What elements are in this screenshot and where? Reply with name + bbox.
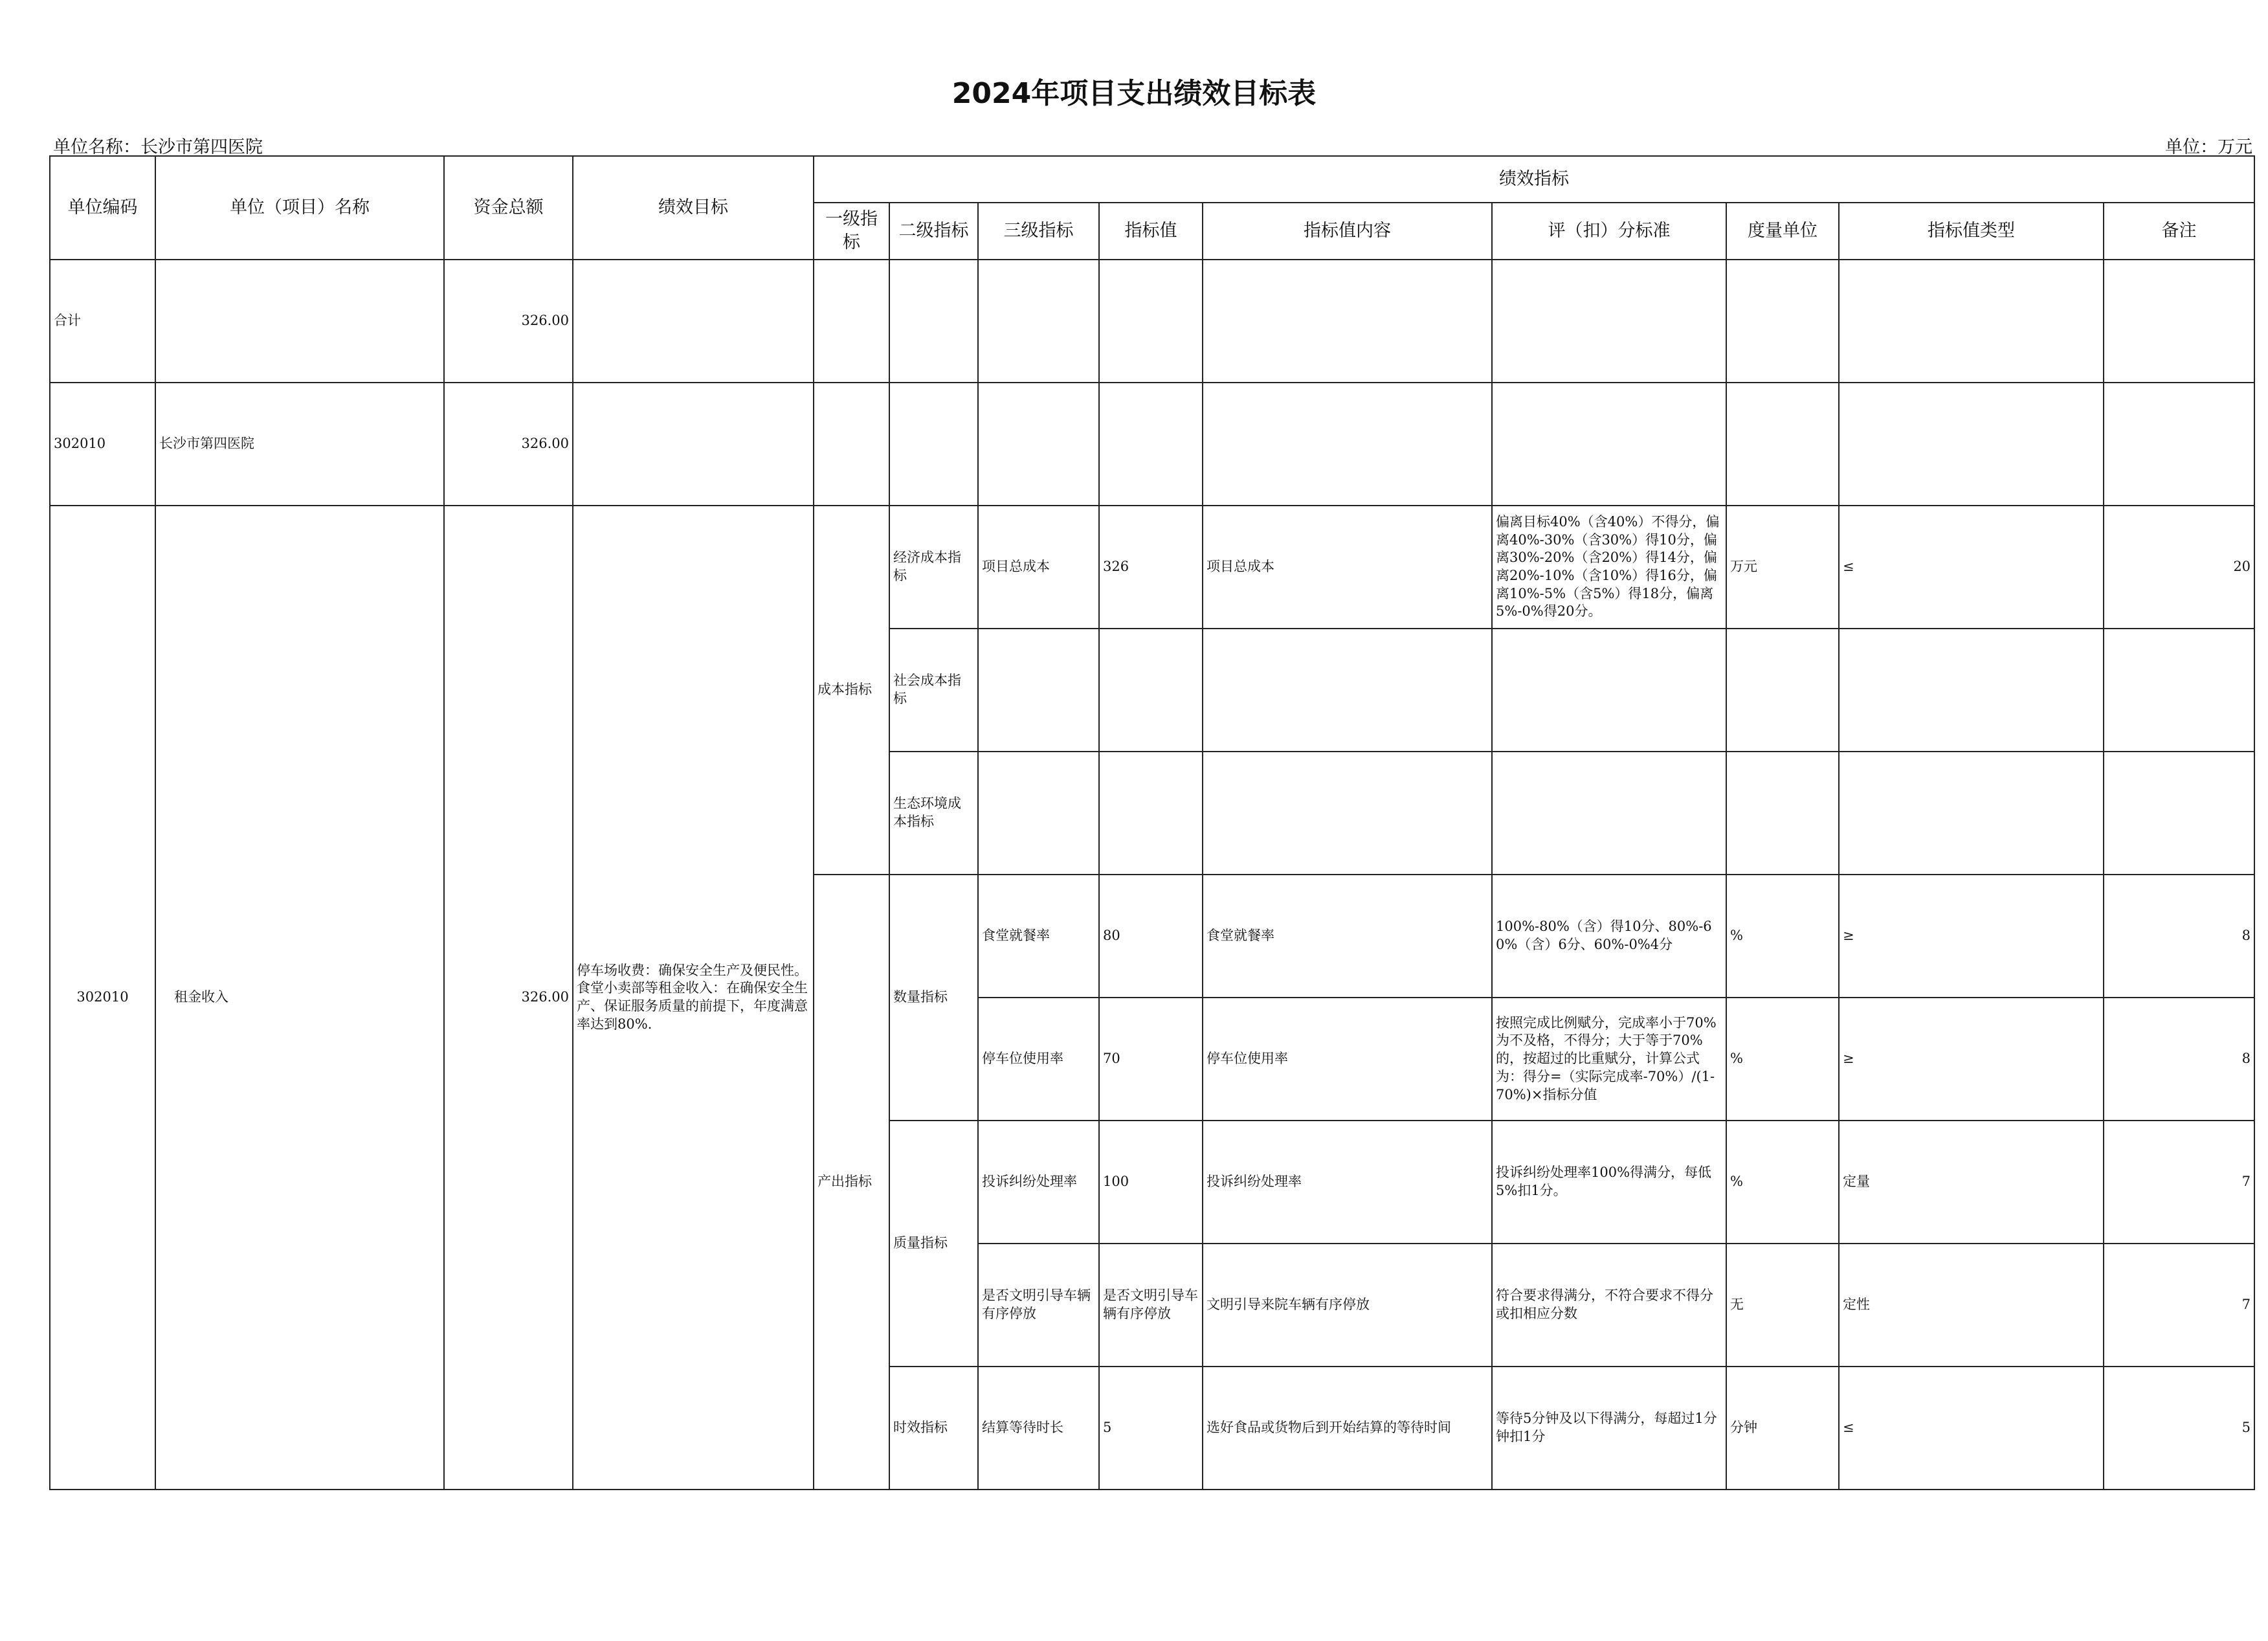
- header-goal: 绩效目标: [573, 156, 814, 260]
- currency-unit: 单位：万元: [2165, 137, 2252, 157]
- unit-name: 单位名称：长沙市第四医院: [53, 137, 263, 157]
- row-l3: 项目总成本: [978, 506, 1099, 629]
- header-remark: 备注: [2104, 203, 2254, 260]
- sub-timeliness: 时效指标: [889, 1367, 978, 1490]
- header-measure: 度量单位: [1726, 203, 1839, 260]
- performance-table: [49, 155, 2255, 1490]
- project-goal: 停车场收费：确保安全生产及便民性。 食堂小卖部等租金收入：在确保安全生产、保证服务质量的前提下，年度满意率达到80%.: [573, 506, 814, 1490]
- row-standard: 符合要求得满分，不符合要求不得分或扣相应分数: [1492, 1244, 1726, 1367]
- row-measure: 分钟: [1726, 1367, 1839, 1490]
- project-code: 302010: [50, 506, 155, 1490]
- sub-quantity: 数量指标: [889, 875, 978, 1121]
- row-content: 项目总成本: [1203, 506, 1492, 629]
- row-remark: 7: [2104, 1244, 2254, 1367]
- unit-row-name: 长沙市第四医院: [155, 383, 444, 506]
- row-value: 5: [1099, 1367, 1203, 1490]
- unit-code: 302010: [50, 383, 155, 506]
- row-standard: 按照完成比例赋分，完成率小于70%为不及格，不得分；大于等于70%的，按超过的比重赋分，计算公式为：得分=（实际完成率-70%）/(1-70%)×指标分值: [1492, 998, 1726, 1121]
- header-type: 指标值类型: [1839, 203, 2104, 260]
- row-measure: %: [1726, 1121, 1839, 1244]
- row-l3: 是否文明引导车辆有序停放: [978, 1244, 1099, 1367]
- row-type: ≥: [1839, 875, 2104, 998]
- header-code: 单位编码: [50, 156, 155, 260]
- row-l3: 结算等待时长: [978, 1367, 1099, 1490]
- header-indicators: 绩效指标: [814, 156, 2254, 203]
- row-content: 投诉纠纷处理率: [1203, 1121, 1492, 1244]
- page-title: 2024年项目支出绩效目标表: [951, 77, 1317, 110]
- row-content: 选好食品或货物后到开始结算的等待时间: [1203, 1367, 1492, 1490]
- group-output: 产出指标: [814, 875, 889, 1490]
- row-l3: 食堂就餐率: [978, 875, 1099, 998]
- row-content: 文明引导来院车辆有序停放: [1203, 1244, 1492, 1367]
- total-amount: 326.00: [444, 260, 573, 383]
- row-measure: %: [1726, 998, 1839, 1121]
- row-l3: 停车位使用率: [978, 998, 1099, 1121]
- row-remark: 5: [2104, 1367, 2254, 1490]
- row-measure: 无: [1726, 1244, 1839, 1367]
- header-row-1: [50, 156, 2254, 203]
- unit-amount: 326.00: [444, 383, 573, 506]
- row-type: ≥: [1839, 998, 2104, 1121]
- row-content: 停车位使用率: [1203, 998, 1492, 1121]
- row-value: 是否文明引导车辆有序停放: [1099, 1244, 1203, 1367]
- sub-economic: 经济成本指标: [889, 506, 978, 629]
- project-name: 租金收入: [155, 506, 444, 1490]
- row-standard: 等待5分钟及以下得满分，每超过1分钟扣1分: [1492, 1367, 1726, 1490]
- row-standard: 偏离目标40%（含40%）不得分，偏离40%-30%（含30%）得10分，偏离30%-20%（含20%）得14分，偏离20%-10%（含10%）得16分，偏离10%-5%（含5%）得18分，偏离5%-0%得20分。: [1492, 506, 1726, 629]
- row-measure: %: [1726, 875, 1839, 998]
- row-type: 定量: [1839, 1121, 2104, 1244]
- project-amount: 326.00: [444, 506, 573, 1490]
- header-level3: 三级指标: [978, 203, 1099, 260]
- header-level1: 一级指标: [814, 203, 889, 260]
- row-value: 70: [1099, 998, 1203, 1121]
- row-standard: 100%-80%（含）得10分、80%-60%（含）6分、60%-0%4分: [1492, 875, 1726, 998]
- header-level2: 二级指标: [889, 203, 978, 260]
- row-type: 定性: [1839, 1244, 2104, 1367]
- header-name: 单位（项目）名称: [155, 156, 444, 260]
- total-label: 合计: [50, 260, 155, 383]
- sub-eco-env: 生态环境成本指标: [889, 752, 978, 875]
- row-l3: 投诉纠纷处理率: [978, 1121, 1099, 1244]
- table-row-total: [50, 260, 2254, 383]
- row-measure: 万元: [1726, 506, 1839, 629]
- sub-social: 社会成本指标: [889, 629, 978, 752]
- header-amount: 资金总额: [444, 156, 573, 260]
- row-remark: 8: [2104, 875, 2254, 998]
- row-standard: 投诉纠纷处理率100%得满分，每低5%扣1分。: [1492, 1121, 1726, 1244]
- row-content: 食堂就餐率: [1203, 875, 1492, 998]
- table-row: [50, 506, 2254, 629]
- row-remark: 8: [2104, 998, 2254, 1121]
- row-value: 80: [1099, 875, 1203, 998]
- row-value: 326: [1099, 506, 1203, 629]
- row-remark: 20: [2104, 506, 2254, 629]
- group-cost: 成本指标: [814, 506, 889, 875]
- row-remark: 7: [2104, 1121, 2254, 1244]
- header-content: 指标值内容: [1203, 203, 1492, 260]
- row-type: ≤: [1839, 506, 2104, 629]
- table-row-unit: [50, 383, 2254, 506]
- row-type: ≤: [1839, 1367, 2104, 1490]
- header-value: 指标值: [1099, 203, 1203, 260]
- header-standard: 评（扣）分标准: [1492, 203, 1726, 260]
- sub-quality: 质量指标: [889, 1121, 978, 1367]
- row-value: 100: [1099, 1121, 1203, 1244]
